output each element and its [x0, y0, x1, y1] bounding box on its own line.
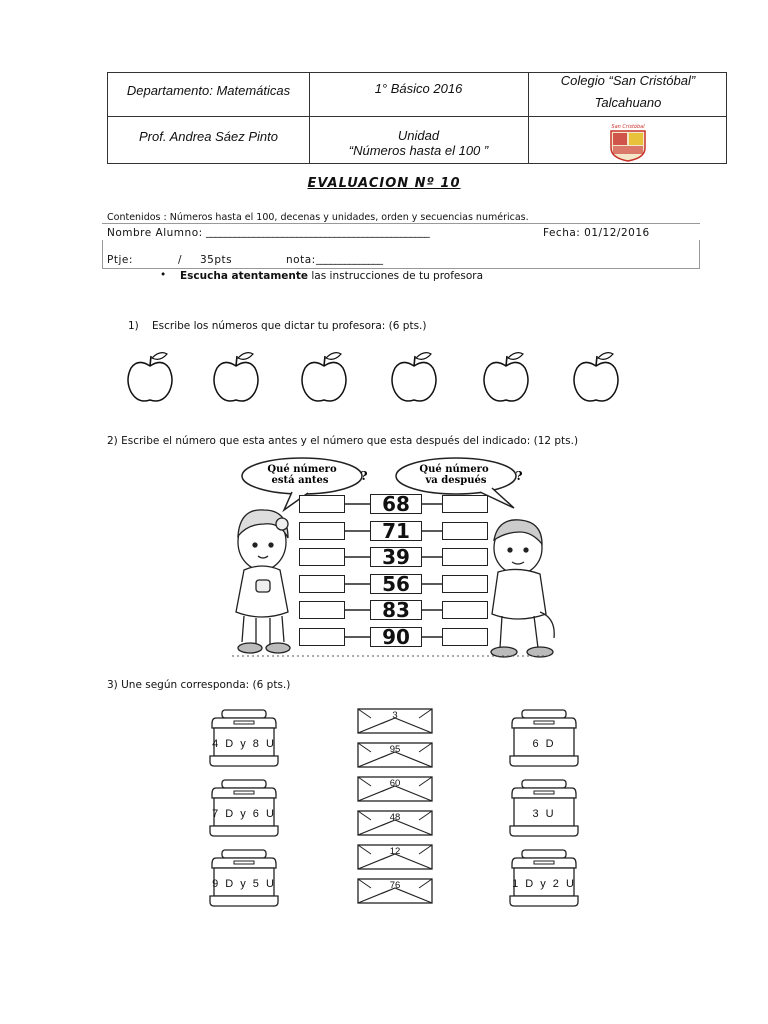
mailbox-icon[interactable] — [206, 708, 282, 770]
mailbox-label: 1 D y 2 U — [512, 878, 576, 890]
question-3-text: 3) Une según corresponda: (6 pts.) — [107, 679, 291, 691]
apple-icon — [388, 350, 440, 406]
envelope-icon[interactable] — [357, 742, 433, 768]
instruction-text: las instrucciones de tu profesora — [308, 270, 484, 282]
mailbox-icon[interactable] — [506, 848, 582, 910]
mailbox-label: 7 D y 6 U — [212, 808, 276, 820]
envelope-icon[interactable] — [357, 878, 433, 904]
school-logo — [603, 122, 653, 162]
apple-icon — [210, 350, 262, 406]
after-answer-box[interactable] — [442, 495, 488, 513]
score-total: 35pts — [200, 254, 233, 266]
instruction-line — [180, 270, 483, 282]
apple-icon — [570, 350, 622, 406]
grade-label: nota: — [286, 254, 316, 266]
envelope-icon[interactable] — [357, 708, 433, 734]
question-2-text: 2) Escribe el número que esta antes y el número que esta después del indicado: (12 pts.) — [107, 435, 579, 447]
unit-label: Unidad — [397, 128, 440, 143]
student-name-blank: _______________________________________________ — [206, 226, 430, 238]
divider-line — [102, 268, 700, 269]
bubble-right-line2: va después — [425, 475, 487, 486]
before-answer-box[interactable] — [299, 601, 345, 619]
before-answer-box[interactable] — [299, 495, 345, 513]
envelope-icon[interactable] — [357, 810, 433, 836]
envelope-label: 12 — [389, 846, 401, 857]
given-number: 39 — [370, 547, 422, 567]
envelope-label: 3 — [392, 710, 398, 721]
question-1-text: Escribe los números que dictar tu profesora: (6 pts.) — [152, 320, 427, 332]
after-answer-box[interactable] — [442, 628, 488, 646]
contents-line: Contenidos : Números hasta el 100, decenas y unidades, orden y secuencias numéricas. — [107, 212, 529, 223]
score-slash: / — [178, 254, 183, 266]
score-label: Ptje: — [107, 254, 133, 266]
envelope-label: 76 — [389, 880, 401, 891]
bubble-left-line1: Qué número — [267, 464, 337, 475]
department-label: Departamento: Matemáticas — [126, 83, 291, 98]
after-answer-box[interactable] — [442, 601, 488, 619]
after-answer-box[interactable] — [442, 575, 488, 593]
given-number: 83 — [370, 600, 422, 620]
before-answer-box[interactable] — [299, 522, 345, 540]
bubble-right-line1: Qué número — [419, 464, 489, 475]
bubble-left-q: ? — [360, 469, 368, 483]
mailbox-icon[interactable] — [506, 778, 582, 840]
logo-text: San Cristóbal — [611, 124, 645, 130]
after-answer-box[interactable] — [442, 548, 488, 566]
student-name-label: Nombre Alumno: — [107, 227, 203, 239]
envelope-label: 48 — [389, 812, 401, 823]
mailbox-label: 9 D y 5 U — [212, 878, 276, 890]
school-name: Colegio “San Cristóbal” — [560, 73, 696, 88]
mailbox-label: 6 D — [532, 738, 556, 750]
apple-icon — [480, 350, 532, 406]
mailbox-label: 3 U — [532, 808, 556, 820]
envelope-icon[interactable] — [357, 776, 433, 802]
grade-label: 1° Básico 2016 — [374, 81, 463, 96]
question-1-number: 1) — [128, 320, 139, 332]
divider-line — [102, 240, 103, 268]
before-answer-box[interactable] — [299, 575, 345, 593]
page-title: EVALUACION Nº 10 — [307, 176, 461, 191]
teacher-label: Prof. Andrea Sáez Pinto — [139, 129, 278, 144]
date-label: Fecha: 01/12/2016 — [543, 227, 650, 239]
given-number: 56 — [370, 574, 422, 594]
after-answer-box[interactable] — [442, 522, 488, 540]
divider-line — [102, 223, 700, 224]
mailbox-label: 4 D y 8 U — [212, 738, 276, 750]
given-number: 90 — [370, 627, 422, 647]
envelope-label: 95 — [389, 744, 401, 755]
given-number: 68 — [370, 494, 422, 514]
apple-icon — [298, 350, 350, 406]
mailbox-icon[interactable] — [206, 778, 282, 840]
unit-name: “Números hasta el 100 ” — [348, 143, 489, 158]
divider-line — [699, 240, 700, 268]
bubble-left-line2: está antes — [271, 475, 329, 486]
before-answer-box[interactable] — [299, 548, 345, 566]
apple-icon — [124, 350, 176, 406]
mailbox-icon[interactable] — [206, 848, 282, 910]
envelope-label: 60 — [389, 778, 401, 789]
given-number: 71 — [370, 521, 422, 541]
grade-blank: ______________ — [316, 253, 383, 265]
boy-drawing — [491, 520, 554, 657]
mailbox-icon[interactable] — [506, 708, 582, 770]
instruction-bold: Escucha atentamente — [180, 270, 309, 282]
girl-drawing — [236, 510, 290, 653]
envelope-icon[interactable] — [357, 844, 433, 870]
header-divider — [108, 116, 726, 117]
bullet-icon: • — [160, 269, 167, 281]
school-city: Talcahuano — [594, 95, 662, 110]
header-table — [107, 72, 727, 164]
before-answer-box[interactable] — [299, 628, 345, 646]
bubble-right-q: ? — [515, 469, 523, 483]
